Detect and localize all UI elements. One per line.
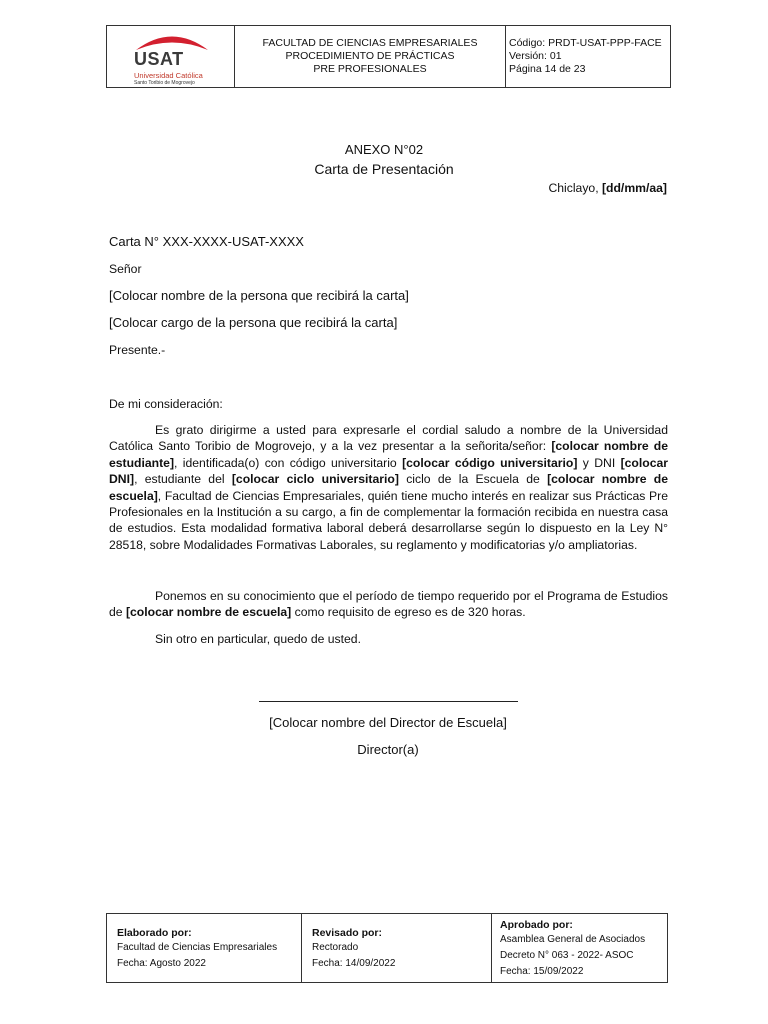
- body-text: y DNI: [577, 455, 621, 470]
- reviewed-label: Revisado por:: [312, 927, 383, 939]
- reviewed-by-cell: [302, 914, 492, 982]
- page-number: Página 14 de 23: [509, 63, 586, 75]
- body-text: , estudiante del: [134, 472, 232, 487]
- letter-number: Carta N° XXX-XXXX-USAT-XXXX: [109, 234, 304, 249]
- annex-number: ANEXO N°02: [344, 142, 424, 157]
- approved-by-cell: [492, 914, 667, 982]
- approved-decree: Decreto N° 063 - 2022- ASOC: [500, 950, 634, 961]
- body-text: , identificada(o) con código universitario: [174, 455, 403, 470]
- logo-subtitle-1: Universidad Católica: [134, 71, 203, 80]
- date-placeholder: [dd/mm/aa]: [601, 181, 667, 195]
- reviewed-date: Fecha: 14/09/2022: [312, 958, 396, 969]
- place-date: Chiclayo, [dd/mm/aa]: [548, 181, 667, 195]
- body-paragraph-1: [109, 422, 668, 553]
- placeholder-cycle: [colocar ciclo universitario]: [231, 472, 399, 487]
- header-title-line: FACULTAD DE CIENCIAS EMPRESARIALES: [262, 37, 478, 49]
- placeholder-student-code: [colocar código universitario]: [402, 455, 578, 470]
- document-header: [106, 25, 671, 88]
- logo-wordmark: USAT: [134, 49, 184, 69]
- body-text: , Facultad de Ciencias Empresariales, quién tiene mucho interés en realizar sus Prácticas Pre Profesionales en la Institución a su cargo, a fin de complementar la formación recibida en nuestra casa de estudios. Esta modalidad formativa laboral deberá desarrollarse según lo dispuesto en la Ley N° 28518, sobre Modalidades Formativas Laborales, su reglamento y modificatorias y/o ampliatorias.: [109, 488, 668, 552]
- place: Chiclayo: [548, 181, 596, 195]
- approved-label: Aprobado por:: [500, 919, 573, 931]
- presente: Presente.-: [109, 343, 166, 357]
- prepared-by-cell: [107, 914, 302, 982]
- body-paragraph-2: [109, 588, 668, 621]
- prepared-label: Elaborado por:: [117, 927, 192, 939]
- director-role: Director(a): [357, 742, 419, 757]
- placeholder-student-name: [colocar nombre de estudiante]: [109, 439, 668, 470]
- body-text: como requisito de egreso es de 320 horas.: [291, 605, 526, 620]
- approved-by: Asamblea General de Asociados: [500, 934, 646, 945]
- prepared-by: Facultad de Ciencias Empresariales: [117, 942, 278, 953]
- placeholder-dni: [colocar DNI]: [109, 455, 669, 487]
- approved-date: Fecha: 15/09/2022: [500, 966, 584, 977]
- header-meta-cell: [506, 26, 670, 87]
- logo-cell: [107, 26, 235, 87]
- director-name: [Colocar nombre del Director de Escuela]: [269, 715, 507, 730]
- prepared-date: Fecha: Agosto 2022: [117, 958, 206, 969]
- placeholder-school: [colocar nombre de escuela]: [109, 472, 668, 503]
- greeting: De mi consideración:: [109, 397, 223, 411]
- signature-line: [259, 701, 518, 702]
- header-title-line: PROCEDIMIENTO DE PRÁCTICAS: [285, 50, 455, 62]
- body-text: ciclo de la Escuela de: [398, 472, 548, 487]
- placeholder-school: [colocar nombre de escuela]: [125, 605, 292, 620]
- recipient-position: [Colocar cargo de la persona que recibirá la carta]: [109, 315, 398, 330]
- header-title-line: PRE PROFESIONALES: [313, 63, 427, 75]
- body-text: Ponemos en su conocimiento que el período de tiempo requerido por el Programa de Estudios de: [109, 589, 668, 620]
- approval-footer: [106, 913, 668, 983]
- recipient-name: [Colocar nombre de la persona que recibirá la carta]: [109, 288, 409, 303]
- body-paragraph-3: Sin otro en particular, quedo de usted.: [155, 632, 361, 646]
- logo-subtitle-2: Santo Toribio de Mogrovejo: [134, 80, 195, 86]
- document-code: Código: PRDT-USAT-PPP-FACE: [509, 37, 662, 49]
- document-title: Carta de Presentación: [314, 161, 454, 177]
- reviewed-by: Rectorado: [312, 942, 359, 953]
- header-title-cell: [235, 26, 506, 87]
- document-version: Versión: 01: [509, 50, 562, 62]
- salutation: Señor: [109, 262, 142, 276]
- body-text: Es grato dirigirme a usted para expresarle el cordial saludo a nombre de la Universidad Católica Santo Toribio de Mogrovejo, y a la vez presentar a la señorita/señor:: [109, 423, 668, 454]
- usat-logo-arc-icon: [134, 31, 210, 51]
